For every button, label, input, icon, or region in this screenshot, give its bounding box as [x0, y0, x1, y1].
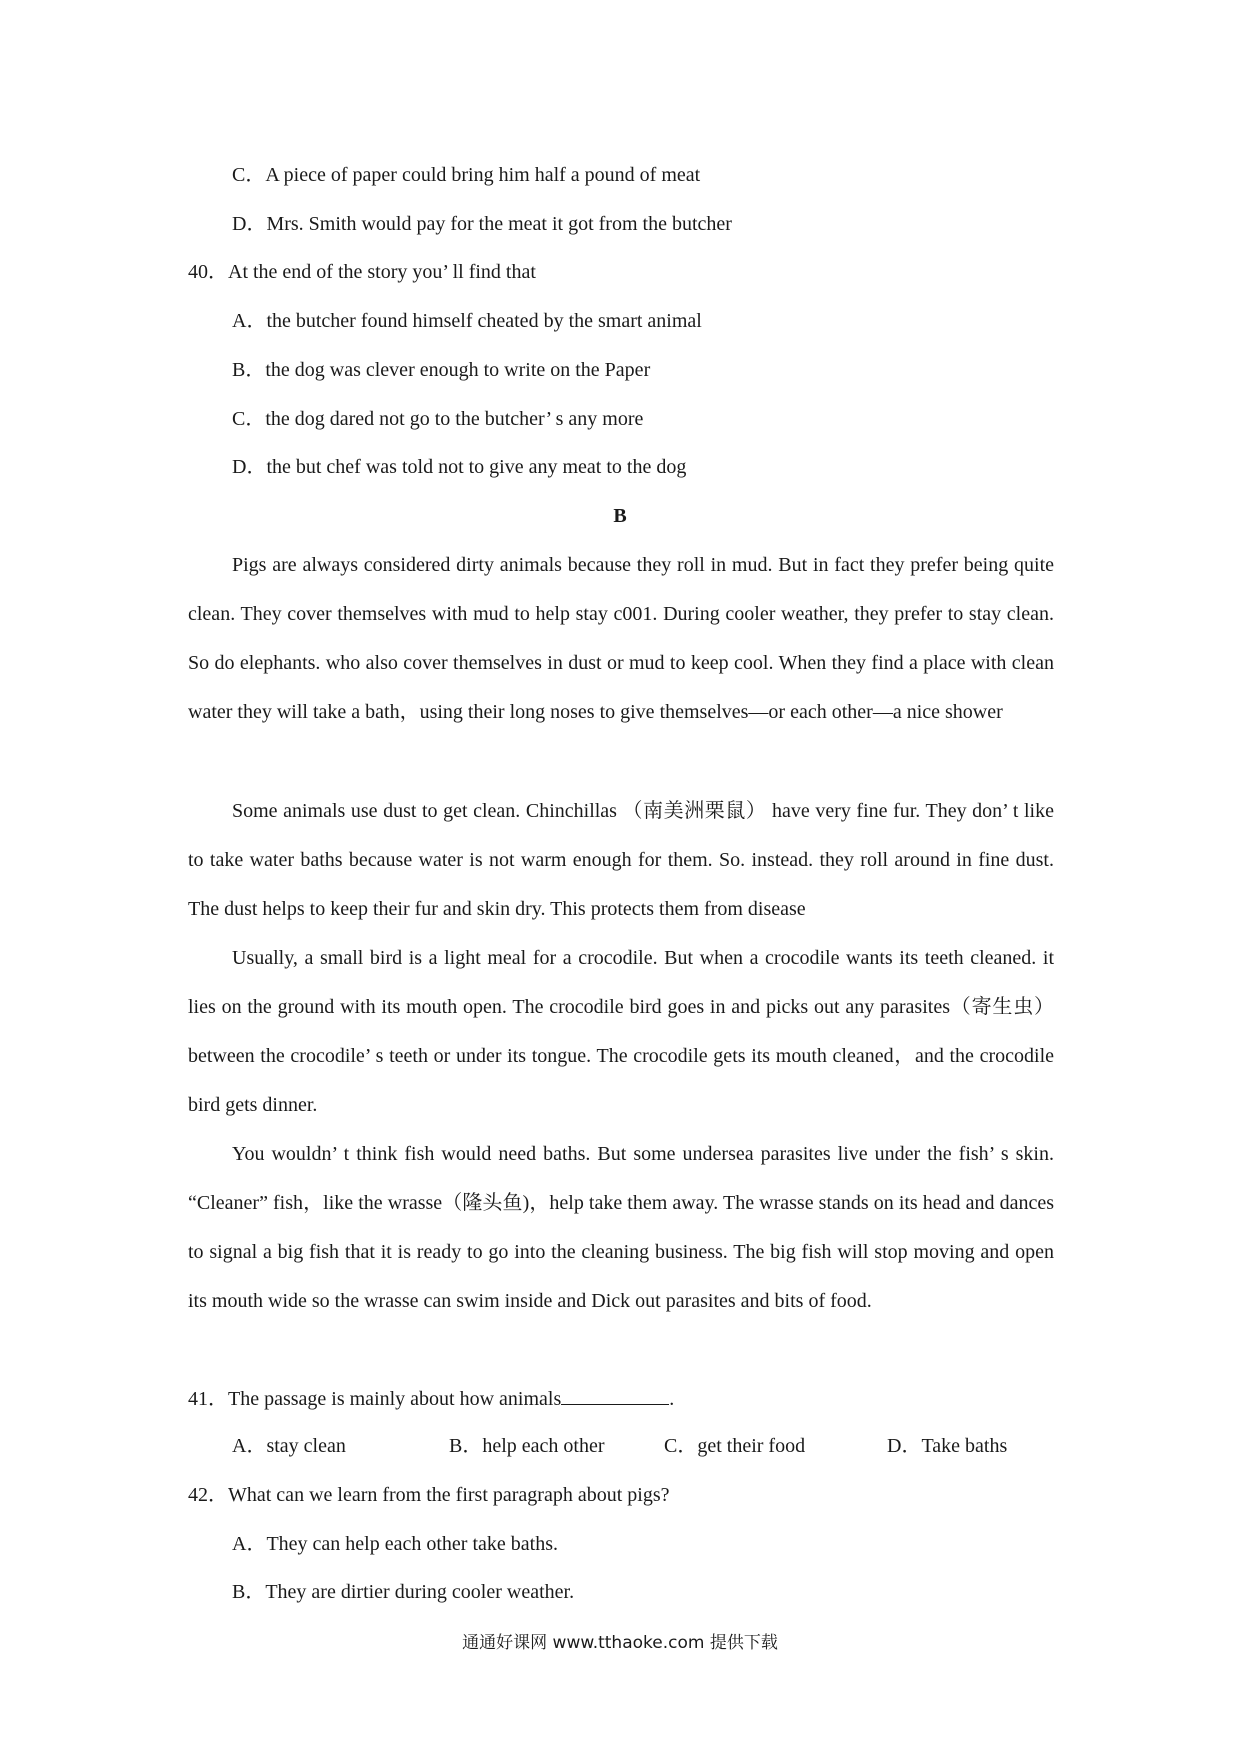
q41-stem-end: .: [669, 1388, 675, 1410]
q40-option-c: C．the dog dared not go to the butcher’ s any more: [232, 408, 644, 430]
q39-option-d: D．Mrs. Smith would pay for the meat it got from the butcher: [232, 213, 732, 235]
q40-option-d: D．the but chef was told not to give any meat to the dog: [232, 456, 687, 478]
q42-stem: 42．What can we learn from the first paragraph about pigs?: [188, 1484, 670, 1506]
passage-paragraph-3: Usually, a small bird is a light meal for a crocodile. But when a crocodile wants its teeth cleaned. it lies on the ground with its mouth open. The crocodile bird goes in and picks out any parasites（寄生虫）between the crocodile’ s teeth or under its tongue. The crocodile gets its mouth cleaned，and the crocodile bird gets dinner.: [188, 947, 1054, 1116]
q42-option-a: A．They can help each other take baths.: [232, 1533, 558, 1555]
q42-option-b: B．They are dirtier during cooler weather.: [232, 1581, 575, 1603]
section-title: B: [613, 505, 627, 527]
q40-option-b: B．the dog was clever enough to write on the Paper: [232, 359, 651, 381]
passage-paragraph-2: Some animals use dust to get clean. Chinchillas （南美洲栗鼠） have very fine fur. They don’ t like to take water baths because water is not warm enough for them. So. instead. they roll around in fine dust. The dust helps to keep their fur and skin dry. This protects them from disease: [188, 800, 1054, 920]
page-footer: 通通好课网 www.tthaoke.com 提供下载: [462, 1633, 778, 1653]
q41-stem: [188, 1386, 674, 1411]
q40-stem: 40．At the end of the story you’ ll find that: [188, 261, 536, 283]
q39-option-c: C．A piece of paper could bring him half a pound of meat: [232, 164, 701, 186]
passage-paragraph-4: You wouldn’ t think fish would need baths. But some undersea parasites live under the fish’ s skin. “Cleaner” fish，like the wrasse（隆头鱼)，help take them away. The wrasse stands on its head and dances to signal a big fish that it is ready to go into the cleaning business. The big fish will stop moving and open its mouth wide so the wrasse can swim inside and Dick out parasites and bits of food.: [188, 1143, 1054, 1312]
q41-option-c: C．get their food: [664, 1435, 806, 1457]
q41-option-a: A．stay clean: [232, 1435, 346, 1457]
q41-option-b: B．help each other: [449, 1435, 605, 1457]
q41-stem-text: 41．The passage is mainly about how animals: [188, 1388, 562, 1410]
q40-option-a: A．the butcher found himself cheated by the smart animal: [232, 310, 702, 332]
passage-paragraph-1: Pigs are always considered dirty animals because they roll in mud. But in fact they prefer being quite clean. They cover themselves with mud to help stay c001. During cooler weather, they prefer to stay clean. So do elephants. who also cover themselves in dust or mud to keep cool. When they find a place with clean water they will take a bath，using their long noses to give themselves—or each other—a nice shower: [188, 554, 1054, 723]
q41-answer-blank: [561, 1386, 669, 1405]
q41-option-d: D．Take baths: [887, 1435, 1008, 1457]
